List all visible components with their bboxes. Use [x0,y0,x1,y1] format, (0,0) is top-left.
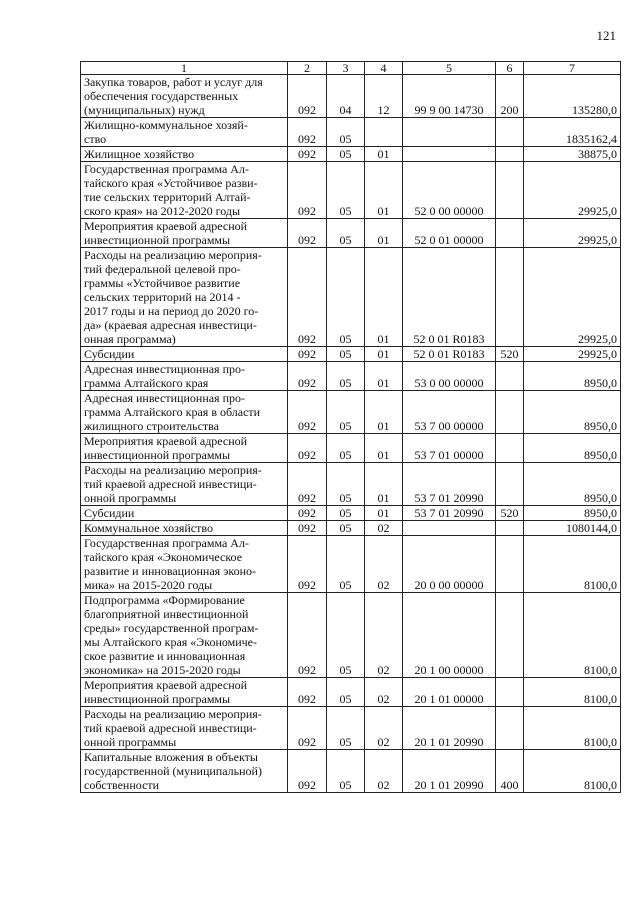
column-header: 7 [524,62,621,75]
expense-name-line: инвестиционной программы [84,448,231,462]
expense-name-line: Коммунальное хозяйство [84,521,213,535]
expense-name-line: Расходы на реализацию мероприя- [84,248,262,262]
expense-name-line: грамма Алтайского края [84,376,209,390]
item-code-cell: 20 1 01 20990 [403,707,496,750]
section-code-cell: 05 [327,347,365,362]
subsection-code-cell: 01 [365,434,403,463]
subsection-code-cell: 02 [365,750,403,793]
amount-cell: 29925,0 [524,219,621,248]
expense-name-cell [81,219,288,248]
department-code-cell: 092 [288,707,327,750]
expense-type-cell [496,678,524,707]
amount-cell: 8100,0 [524,750,621,793]
section-code-cell: 05 [327,536,365,593]
amount-cell: 8950,0 [524,463,621,506]
column-header: 2 [288,62,327,75]
subsection-code-cell: 01 [365,362,403,391]
table-row [81,162,621,219]
item-code-cell [403,521,496,536]
item-code-cell: 20 1 01 00000 [403,678,496,707]
subsection-code-cell: 01 [365,248,403,347]
expense-type-cell: 520 [496,347,524,362]
subsection-code-cell: 01 [365,162,403,219]
expense-name-line: ское развитие и инновационная [84,649,246,663]
expense-name-line: Расходы на реализацию мероприя- [84,707,262,721]
section-code-cell: 05 [327,521,365,536]
expense-name-line: тайского края «Устойчивое разви- [84,176,258,190]
item-code-cell [403,147,496,162]
department-code-cell: 092 [288,362,327,391]
expense-name-line: Государственная программа Ал- [84,162,249,176]
expense-name-line: собственности [84,778,160,792]
expense-name-line: граммы «Устойчивое развитие [84,276,241,290]
expense-name-line: благоприятной инвестиционной [84,607,249,621]
subsection-code-cell: 01 [365,463,403,506]
table-row [81,391,621,434]
expense-name-line: среды» государственной програм- [84,621,259,635]
subsection-code-cell [365,118,403,147]
item-code-cell: 52 0 01 R0183 [403,347,496,362]
item-code-cell [403,118,496,147]
department-code-cell: 092 [288,678,327,707]
amount-cell: 29925,0 [524,162,621,219]
expense-name-cell [81,248,288,347]
section-code-cell: 05 [327,707,365,750]
item-code-cell: 53 7 01 20990 [403,463,496,506]
item-code-cell: 53 0 00 00000 [403,362,496,391]
expense-name-cell [81,434,288,463]
amount-cell: 29925,0 [524,347,621,362]
column-header: 5 [403,62,496,75]
expense-type-cell [496,707,524,750]
section-code-cell: 05 [327,434,365,463]
table-row [81,248,621,347]
expense-name-line: Капитальные вложения в объекты [84,750,258,764]
expense-name-line: Мероприятия краевой адресной [84,434,248,448]
department-code-cell: 092 [288,248,327,347]
department-code-cell: 092 [288,219,327,248]
subsection-code-cell: 01 [365,347,403,362]
expense-name-line: тий краевой адресной инвестици- [84,721,257,735]
expense-name-cell [81,536,288,593]
expense-type-cell [496,391,524,434]
expense-type-cell [496,593,524,678]
expense-name-line: тие сельских территорий Алтай- [84,190,251,204]
expense-type-cell: 200 [496,75,524,118]
item-code-cell: 52 0 00 00000 [403,162,496,219]
expense-name-line: Жилищное хозяйство [84,147,195,161]
expense-name-cell [81,707,288,750]
expense-name-line: Государственная программа Ал- [84,536,249,550]
expense-type-cell [496,536,524,593]
section-code-cell: 05 [327,593,365,678]
expense-name-line: (муниципальных) нужд [84,103,205,117]
expense-type-cell [496,162,524,219]
subsection-code-cell: 02 [365,536,403,593]
expense-name-line: да» (краевая адресная инвестици- [84,318,257,332]
item-code-cell: 20 1 01 20990 [403,750,496,793]
section-code-cell: 05 [327,678,365,707]
subsection-code-cell: 02 [365,593,403,678]
department-code-cell: 092 [288,391,327,434]
subsection-code-cell: 02 [365,521,403,536]
expense-name-line: Адресная инвестиционная про- [84,362,245,376]
expense-type-cell [496,219,524,248]
budget-table [80,61,621,793]
expense-type-cell [496,463,524,506]
table-row [81,593,621,678]
expense-type-cell: 520 [496,506,524,521]
item-code-cell: 53 7 01 00000 [403,434,496,463]
expense-name-cell [81,521,288,536]
expense-name-cell [81,463,288,506]
department-code-cell: 092 [288,347,327,362]
department-code-cell: 092 [288,147,327,162]
table-row [81,707,621,750]
department-code-cell: 092 [288,434,327,463]
section-code-cell: 05 [327,750,365,793]
expense-type-cell [496,147,524,162]
expense-name-line: онной программы [84,735,177,749]
page-number: 121 [596,28,616,43]
expense-name-line: инвестиционной программы [84,692,231,706]
expense-name-cell [81,362,288,391]
expense-name-line: мика» на 2015-2020 годы [84,578,213,592]
department-code-cell: 092 [288,463,327,506]
subsection-code-cell: 01 [365,391,403,434]
expense-name-line: ство [84,132,107,146]
item-code-cell: 53 7 01 20990 [403,506,496,521]
table-row [81,362,621,391]
expense-name-cell [81,75,288,118]
expense-name-line: сельских территорий на 2014 - [84,290,241,304]
expense-name-line: экономика» на 2015-2020 годы [84,663,241,677]
section-code-cell: 05 [327,391,365,434]
expense-name-line: тайского края «Экономическое [84,550,243,564]
expense-name-line: мы Алтайского края «Экономиче- [84,635,258,649]
subsection-code-cell: 01 [365,219,403,248]
department-code-cell: 092 [288,536,327,593]
section-code-cell: 05 [327,506,365,521]
table-row [81,347,621,362]
amount-cell: 8100,0 [524,536,621,593]
expense-name-line: онная программа) [84,332,176,346]
department-code-cell: 092 [288,75,327,118]
table-row [81,118,621,147]
expense-name-cell [81,506,288,521]
section-code-cell: 04 [327,75,365,118]
amount-cell: 38875,0 [524,147,621,162]
header-row [81,62,621,75]
expense-type-cell [496,118,524,147]
section-code-cell: 05 [327,248,365,347]
amount-cell: 8100,0 [524,678,621,707]
table-row [81,75,621,118]
expense-type-cell [496,362,524,391]
expense-name-line: развитие и инновационная эконо- [84,564,256,578]
column-header: 1 [81,62,288,75]
amount-cell: 8950,0 [524,362,621,391]
expense-name-cell [81,593,288,678]
amount-cell: 8950,0 [524,434,621,463]
department-code-cell: 092 [288,521,327,536]
table-row [81,678,621,707]
department-code-cell: 092 [288,118,327,147]
table-row [81,750,621,793]
expense-name-line: Субсидии [84,506,135,520]
expense-type-cell: 400 [496,750,524,793]
department-code-cell: 092 [288,750,327,793]
table-row [81,536,621,593]
subsection-code-cell: 01 [365,147,403,162]
expense-name-line: Мероприятия краевой адресной [84,678,248,692]
table-row [81,147,621,162]
section-code-cell: 05 [327,162,365,219]
column-header: 3 [327,62,365,75]
item-code-cell: 99 9 00 14730 [403,75,496,118]
item-code-cell: 52 0 01 00000 [403,219,496,248]
expense-name-line: онной программы [84,491,177,505]
item-code-cell: 20 1 00 00000 [403,593,496,678]
table-row [81,434,621,463]
table-row [81,463,621,506]
item-code-cell: 20 0 00 00000 [403,536,496,593]
amount-cell: 8950,0 [524,506,621,521]
column-header: 6 [496,62,524,75]
amount-cell: 8100,0 [524,707,621,750]
expense-name-line: обеспечения государственных [84,89,239,103]
expense-name-line: Подпрограмма «Формирование [84,593,245,607]
expense-name-line: жилищного строительства [84,419,219,433]
expense-name-cell [81,162,288,219]
section-code-cell: 05 [327,219,365,248]
expense-name-line: 2017 годы и на период до 2020 го- [84,304,259,318]
subsection-code-cell: 01 [365,506,403,521]
expense-type-cell [496,248,524,347]
amount-cell: 135280,0 [524,75,621,118]
expense-name-line: грамма Алтайского края в области [84,405,261,419]
amount-cell: 8100,0 [524,593,621,678]
expense-name-line: Жилищно-коммунальное хозяй- [84,118,248,132]
expense-name-line: Мероприятия краевой адресной [84,219,248,233]
section-code-cell: 05 [327,463,365,506]
amount-cell: 29925,0 [524,248,621,347]
expense-name-line: инвестиционной программы [84,233,231,247]
expense-name-line: тий федеральной целевой про- [84,262,241,276]
expense-name-line: государственной (муниципальной) [84,764,262,778]
expense-name-cell [81,347,288,362]
expense-name-line: Расходы на реализацию мероприя- [84,463,262,477]
item-code-cell: 52 0 01 R0183 [403,248,496,347]
department-code-cell: 092 [288,162,327,219]
section-code-cell: 05 [327,362,365,391]
expense-name-cell [81,750,288,793]
section-code-cell: 05 [327,147,365,162]
amount-cell: 1080144,0 [524,521,621,536]
amount-cell: 8950,0 [524,391,621,434]
expense-type-cell [496,521,524,536]
table-row [81,219,621,248]
expense-type-cell [496,434,524,463]
expense-name-line: тий краевой адресной инвестици- [84,477,257,491]
amount-cell: 1835162,4 [524,118,621,147]
expense-name-cell [81,118,288,147]
expense-name-cell [81,147,288,162]
subsection-code-cell: 02 [365,678,403,707]
subsection-code-cell: 02 [365,707,403,750]
item-code-cell: 53 7 00 00000 [403,391,496,434]
column-header: 4 [365,62,403,75]
department-code-cell: 092 [288,506,327,521]
department-code-cell: 092 [288,593,327,678]
expense-name-cell [81,391,288,434]
subsection-code-cell: 12 [365,75,403,118]
expense-name-line: Закупка товаров, работ и услуг для [84,75,263,89]
expense-name-line: Субсидии [84,347,135,361]
expense-name-line: Адресная инвестиционная про- [84,391,245,405]
section-code-cell: 05 [327,118,365,147]
table-row [81,521,621,536]
expense-name-line: ского края» на 2012-2020 годы [84,204,241,218]
expense-name-cell [81,678,288,707]
table-row [81,506,621,521]
